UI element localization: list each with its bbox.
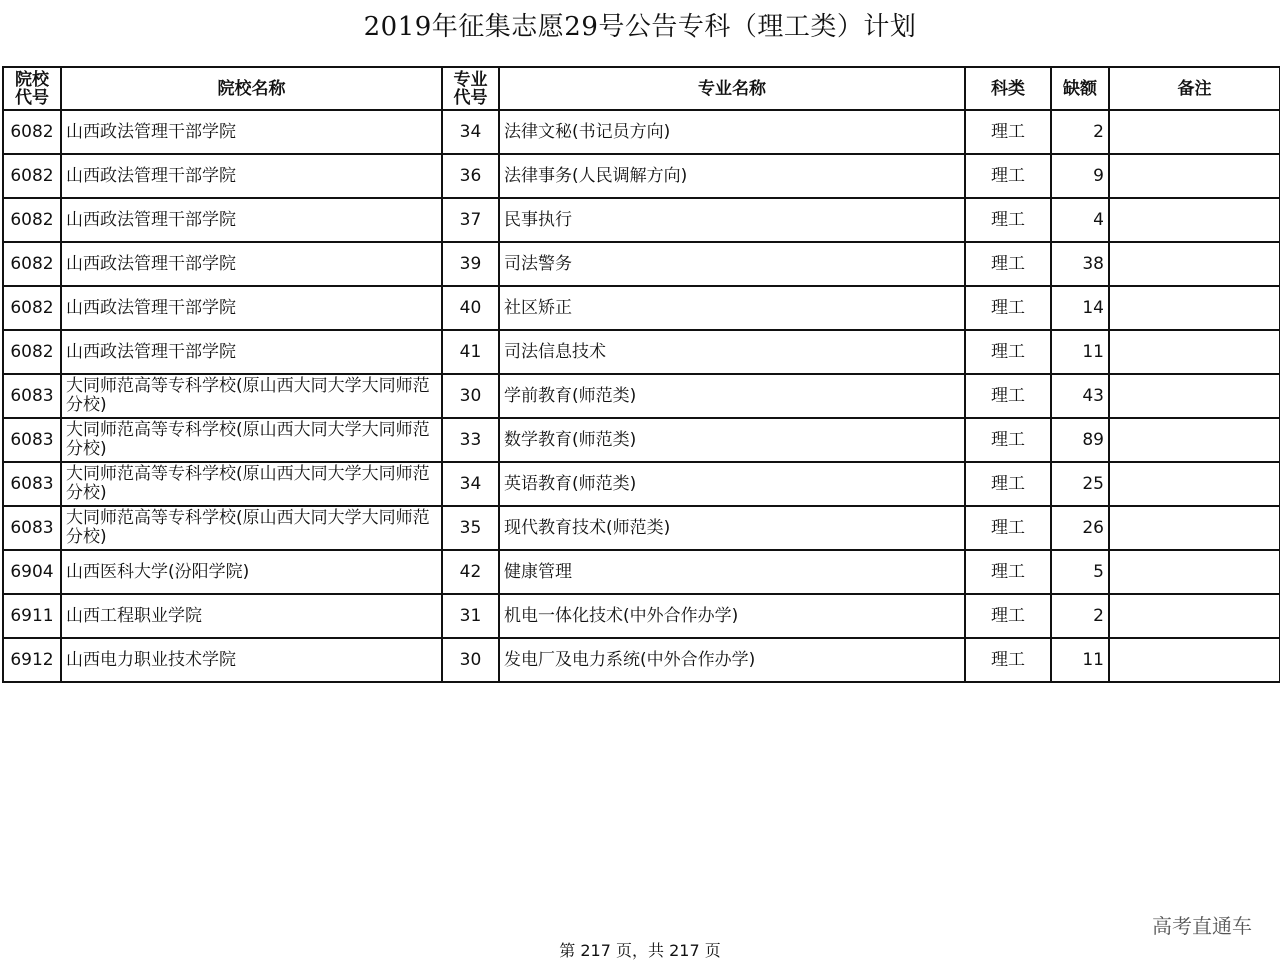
cell-major-name: 学前教育(师范类)	[499, 374, 965, 418]
header-major-code: 专业代号	[442, 67, 499, 110]
cell-note	[1109, 374, 1280, 418]
cell-school-code: 6083	[3, 418, 61, 462]
cell-vacancy: 5	[1051, 550, 1109, 594]
cell-school-name: 山西政法管理干部学院	[61, 286, 442, 330]
cell-school-name: 山西工程职业学院	[61, 594, 442, 638]
cell-school-code: 6083	[3, 374, 61, 418]
cell-school-code: 6911	[3, 594, 61, 638]
cell-school-code: 6912	[3, 638, 61, 682]
header-category: 科类	[965, 67, 1051, 110]
cell-school-code: 6082	[3, 286, 61, 330]
cell-major-name: 数学教育(师范类)	[499, 418, 965, 462]
table-row	[3, 374, 1280, 418]
cell-note	[1109, 506, 1280, 550]
cell-category: 理工	[965, 286, 1051, 330]
cell-school-name: 山西政法管理干部学院	[61, 154, 442, 198]
cell-category: 理工	[965, 154, 1051, 198]
cell-category: 理工	[965, 638, 1051, 682]
cell-category: 理工	[965, 374, 1051, 418]
cell-note	[1109, 462, 1280, 506]
cell-category: 理工	[965, 242, 1051, 286]
cell-major-name: 英语教育(师范类)	[499, 462, 965, 506]
cell-vacancy: 26	[1051, 506, 1109, 550]
cell-note	[1109, 594, 1280, 638]
cell-category: 理工	[965, 418, 1051, 462]
table-body	[3, 110, 1280, 682]
cell-category: 理工	[965, 594, 1051, 638]
cell-school-name: 山西政法管理干部学院	[61, 198, 442, 242]
cell-school-name: 大同师范高等专科学校(原山西大同大学大同师范分校)	[61, 506, 442, 550]
cell-vacancy: 2	[1051, 594, 1109, 638]
table-row	[3, 594, 1280, 638]
cell-vacancy: 43	[1051, 374, 1109, 418]
table-row	[3, 242, 1280, 286]
table-row	[3, 110, 1280, 154]
cell-note	[1109, 638, 1280, 682]
table-row	[3, 418, 1280, 462]
cell-major-code: 41	[442, 330, 499, 374]
cell-school-name: 大同师范高等专科学校(原山西大同大学大同师范分校)	[61, 418, 442, 462]
cell-note	[1109, 330, 1280, 374]
cell-note	[1109, 154, 1280, 198]
table-row	[3, 550, 1280, 594]
header-note: 备注	[1109, 67, 1280, 110]
cell-category: 理工	[965, 506, 1051, 550]
cell-major-name: 司法警务	[499, 242, 965, 286]
cell-major-name: 机电一体化技术(中外合作办学)	[499, 594, 965, 638]
cell-major-code: 34	[442, 462, 499, 506]
cell-note	[1109, 198, 1280, 242]
table-row	[3, 638, 1280, 682]
cell-major-code: 34	[442, 110, 499, 154]
cell-school-code: 6082	[3, 198, 61, 242]
header-school-code: 院校代号	[3, 67, 61, 110]
cell-major-code: 36	[442, 154, 499, 198]
cell-vacancy: 2	[1051, 110, 1109, 154]
cell-vacancy: 11	[1051, 638, 1109, 682]
cell-school-code: 6083	[3, 462, 61, 506]
cell-major-name: 社区矫正	[499, 286, 965, 330]
cell-school-name: 山西电力职业技术学院	[61, 638, 442, 682]
cell-major-name: 发电厂及电力系统(中外合作办学)	[499, 638, 965, 682]
table-row	[3, 462, 1280, 506]
page-footer: 第 217 页，共 217 页	[559, 941, 721, 960]
cell-school-name: 山西医科大学(汾阳学院)	[61, 550, 442, 594]
table-row	[3, 330, 1280, 374]
cell-major-code: 42	[442, 550, 499, 594]
table-row	[3, 198, 1280, 242]
cell-major-code: 37	[442, 198, 499, 242]
header-vacancy: 缺额	[1051, 67, 1109, 110]
cell-major-code: 31	[442, 594, 499, 638]
cell-school-code: 6082	[3, 242, 61, 286]
cell-major-code: 30	[442, 638, 499, 682]
cell-school-code: 6904	[3, 550, 61, 594]
table-row	[3, 154, 1280, 198]
cell-category: 理工	[965, 462, 1051, 506]
cell-major-name: 民事执行	[499, 198, 965, 242]
table-row	[3, 286, 1280, 330]
cell-note	[1109, 242, 1280, 286]
cell-major-code: 39	[442, 242, 499, 286]
cell-major-name: 法律文秘(书记员方向)	[499, 110, 965, 154]
cell-major-code: 30	[442, 374, 499, 418]
cell-major-name: 司法信息技术	[499, 330, 965, 374]
cell-note	[1109, 550, 1280, 594]
cell-major-code: 40	[442, 286, 499, 330]
header-major-name: 专业名称	[499, 67, 965, 110]
cell-note	[1109, 110, 1280, 154]
cell-major-name: 现代教育技术(师范类)	[499, 506, 965, 550]
cell-vacancy: 4	[1051, 198, 1109, 242]
cell-major-code: 33	[442, 418, 499, 462]
cell-category: 理工	[965, 330, 1051, 374]
page-title: 2019年征集志愿29号公告专科（理工类）计划	[363, 12, 917, 42]
cell-category: 理工	[965, 198, 1051, 242]
cell-school-code: 6082	[3, 110, 61, 154]
cell-category: 理工	[965, 110, 1051, 154]
cell-vacancy: 9	[1051, 154, 1109, 198]
cell-major-name: 健康管理	[499, 550, 965, 594]
cell-major-name: 法律事务(人民调解方向)	[499, 154, 965, 198]
cell-vacancy: 14	[1051, 286, 1109, 330]
cell-school-code: 6083	[3, 506, 61, 550]
cell-school-name: 大同师范高等专科学校(原山西大同大学大同师范分校)	[61, 374, 442, 418]
cell-school-name: 山西政法管理干部学院	[61, 110, 442, 154]
cell-note	[1109, 286, 1280, 330]
enrollment-plan-table	[2, 66, 1280, 683]
cell-school-code: 6082	[3, 330, 61, 374]
cell-vacancy: 38	[1051, 242, 1109, 286]
cell-major-code: 35	[442, 506, 499, 550]
header-row	[3, 67, 1280, 110]
table-row	[3, 506, 1280, 550]
cell-note	[1109, 418, 1280, 462]
header-school-name: 院校名称	[61, 67, 442, 110]
cell-vacancy: 25	[1051, 462, 1109, 506]
cell-school-name: 山西政法管理干部学院	[61, 242, 442, 286]
cell-school-name: 大同师范高等专科学校(原山西大同大学大同师范分校)	[61, 462, 442, 506]
watermark: 高考直通车	[1152, 914, 1252, 938]
cell-vacancy: 11	[1051, 330, 1109, 374]
cell-school-name: 山西政法管理干部学院	[61, 330, 442, 374]
cell-school-code: 6082	[3, 154, 61, 198]
cell-vacancy: 89	[1051, 418, 1109, 462]
cell-category: 理工	[965, 550, 1051, 594]
